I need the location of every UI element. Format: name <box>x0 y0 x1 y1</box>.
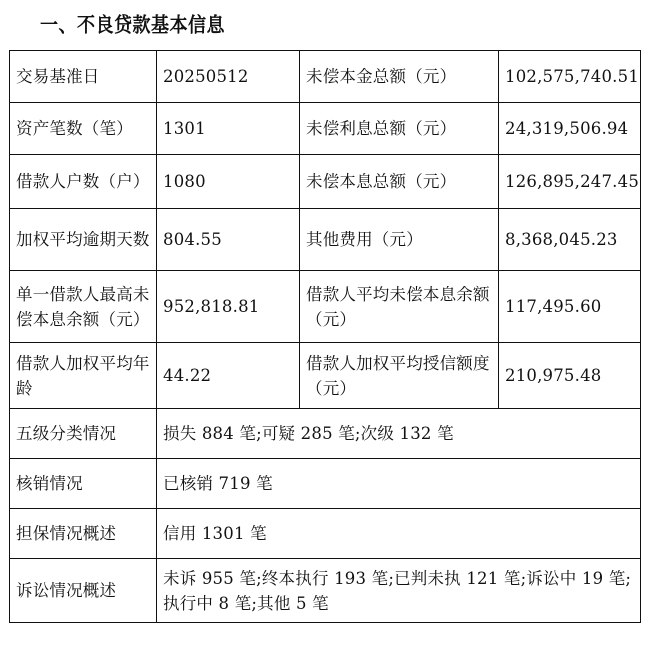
field-value: 损失 884 笔;可疑 285 笔;次级 132 笔 <box>157 409 641 459</box>
table-row <box>10 559 641 623</box>
field-value: 未诉 955 笔;终本执行 193 笔;已判未执 121 笔;诉讼中 19 笔;执行中 8 笔;其他 5 笔 <box>157 559 641 623</box>
field-label: 其他费用（元） <box>300 209 499 271</box>
field-value: 信用 1301 笔 <box>157 509 641 559</box>
field-value: 1080 <box>157 155 300 209</box>
loan-info-table <box>9 50 641 623</box>
table-row <box>10 343 641 409</box>
field-label: 担保情况概述 <box>10 509 157 559</box>
field-value: 117,495.60 <box>499 271 641 343</box>
field-value: 24,319,506.94 <box>499 103 641 155</box>
field-label: 核销情况 <box>10 459 157 509</box>
field-label: 借款人加权平均授信额度（元） <box>300 343 499 409</box>
table-row <box>10 409 641 459</box>
field-value: 8,368,045.23 <box>499 209 641 271</box>
field-label: 诉讼情况概述 <box>10 559 157 623</box>
field-value: 已核销 719 笔 <box>157 459 641 509</box>
field-label: 资产笔数（笔） <box>10 103 157 155</box>
field-label: 借款人户数（户） <box>10 155 157 209</box>
field-value: 126,895,247.45 <box>499 155 641 209</box>
field-value: 1301 <box>157 103 300 155</box>
table-row <box>10 155 641 209</box>
field-label: 借款人平均未偿本息余额（元） <box>300 271 499 343</box>
field-label: 未偿本息总额（元） <box>300 155 499 209</box>
field-label: 借款人加权平均年龄 <box>10 343 157 409</box>
field-label: 未偿利息总额（元） <box>300 103 499 155</box>
field-value: 102,575,740.51 <box>499 51 641 103</box>
field-label: 五级分类情况 <box>10 409 157 459</box>
field-value: 804.55 <box>157 209 300 271</box>
table-row <box>10 209 641 271</box>
table-row <box>10 103 641 155</box>
table-row <box>10 271 641 343</box>
field-label: 未偿本金总额（元） <box>300 51 499 103</box>
table-row <box>10 509 641 559</box>
field-value: 44.22 <box>157 343 300 409</box>
table-row <box>10 51 641 103</box>
section-heading: 一、不良贷款基本信息 <box>40 13 225 37</box>
table-row <box>10 459 641 509</box>
field-value: 20250512 <box>157 51 300 103</box>
field-label: 交易基准日 <box>10 51 157 103</box>
field-value: 952,818.81 <box>157 271 300 343</box>
field-label: 单一借款人最高未偿本息余额（元） <box>10 271 157 343</box>
field-label: 加权平均逾期天数 <box>10 209 157 271</box>
field-value: 210,975.48 <box>499 343 641 409</box>
